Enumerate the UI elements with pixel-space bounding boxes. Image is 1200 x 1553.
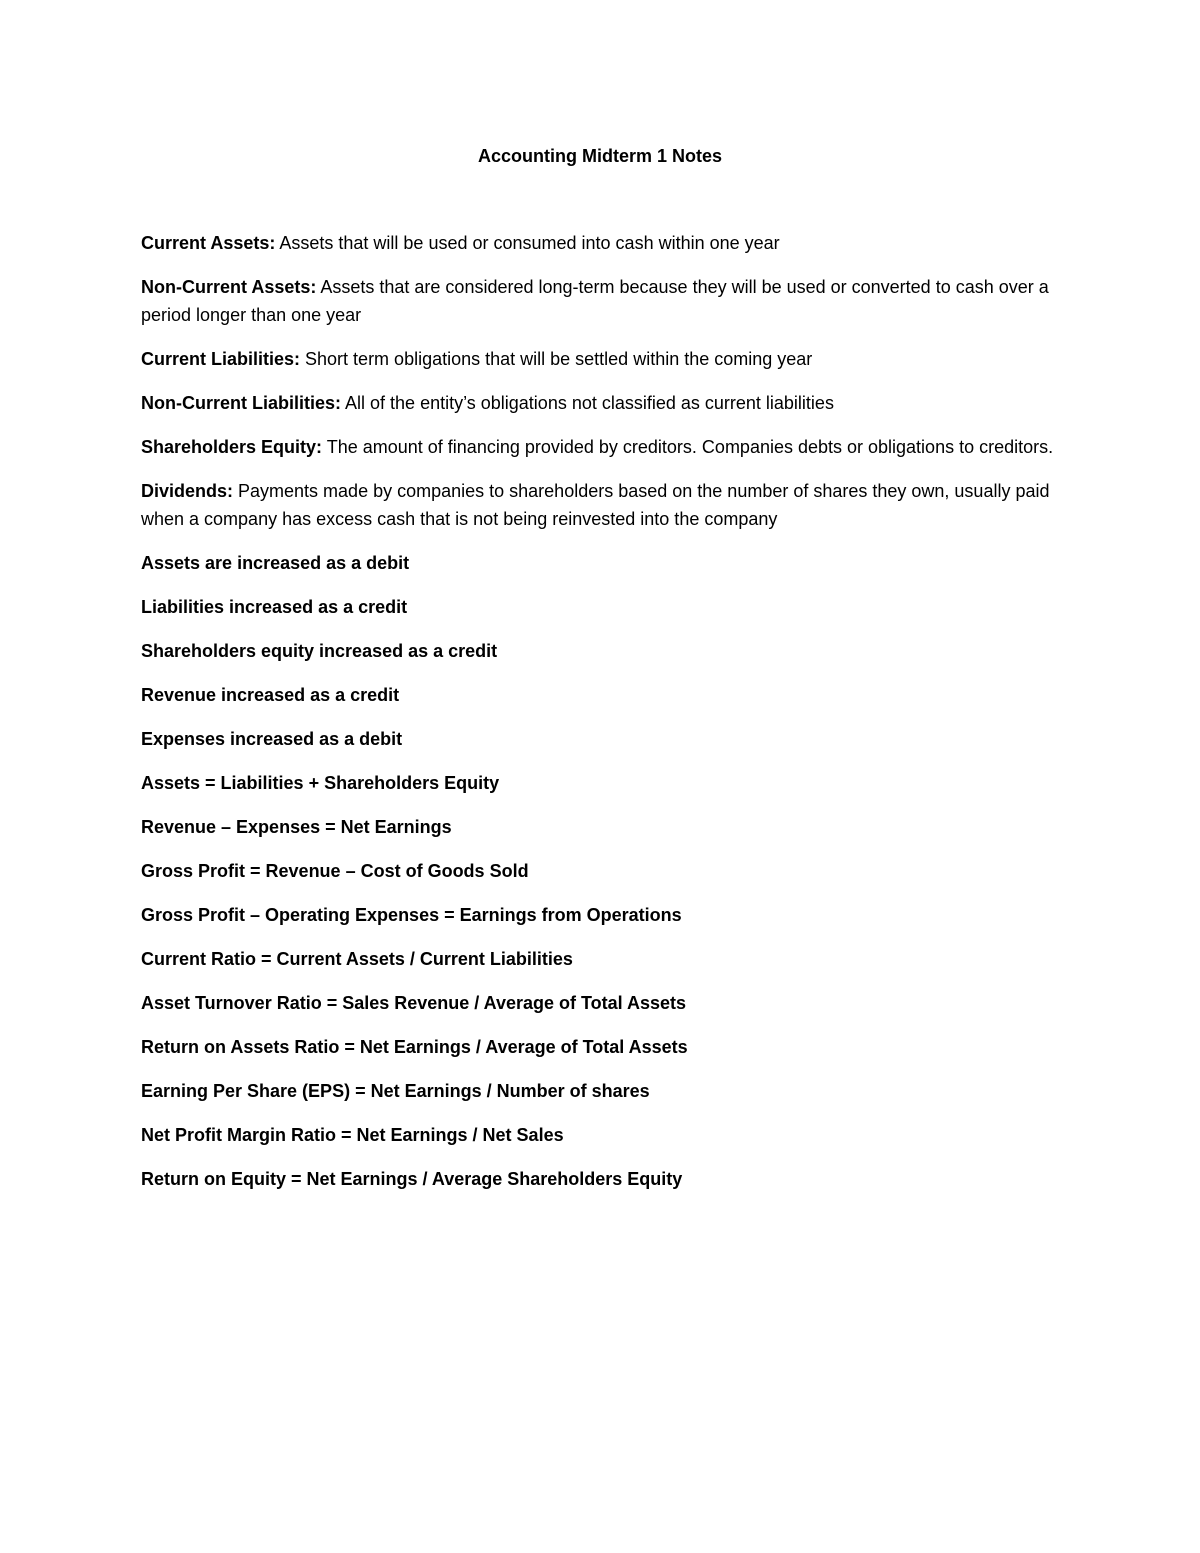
definition-text: Short term obligations that will be settled within the coming year bbox=[300, 349, 813, 369]
definition-text: Payments made by companies to shareholders based on the number of shares they own, usually paid when a company has excess cash that is not being reinvested into the company bbox=[141, 481, 1050, 529]
definition-paragraph bbox=[141, 433, 1061, 461]
definition-term: Current Assets: bbox=[141, 233, 276, 253]
definition-term: Non-Current Assets: bbox=[141, 277, 317, 297]
definition-term: Current Liabilities: bbox=[141, 349, 301, 369]
notes-body bbox=[141, 229, 1061, 1209]
formula-line: Current Ratio = Current Assets / Current Liabilities bbox=[141, 949, 573, 969]
formula-line: Asset Turnover Ratio = Sales Revenue / Average of Total Assets bbox=[141, 993, 687, 1013]
rule-line: Revenue increased as a credit bbox=[141, 685, 400, 705]
page-title: Accounting Midterm 1 Notes bbox=[477, 146, 723, 166]
rule-line: Expenses increased as a debit bbox=[141, 729, 403, 749]
definition-paragraph bbox=[141, 477, 1061, 533]
definition-text: The amount of financing provided by creditors. Companies debts or obligations to creditors. bbox=[322, 437, 1054, 457]
formula-line: Return on Equity = Net Earnings / Average Shareholders Equity bbox=[141, 1169, 683, 1189]
formula-line: Gross Profit – Operating Expenses = Earnings from Operations bbox=[141, 905, 682, 925]
definition-paragraph bbox=[141, 273, 1061, 329]
formula-line: Net Profit Margin Ratio = Net Earnings / Net Sales bbox=[141, 1125, 564, 1145]
formula-line: Gross Profit = Revenue – Cost of Goods Sold bbox=[141, 861, 529, 881]
formula-line: Revenue – Expenses = Net Earnings bbox=[141, 817, 452, 837]
formula-line: Earning Per Share (EPS) = Net Earnings / Number of shares bbox=[141, 1081, 650, 1101]
definition-text: All of the entity’s obligations not classified as current liabilities bbox=[341, 393, 834, 413]
rule-line: Shareholders equity increased as a credit bbox=[141, 641, 498, 661]
rule-line: Assets are increased as a debit bbox=[141, 553, 410, 573]
definition-paragraph bbox=[141, 389, 1061, 417]
rule-line: Liabilities increased as a credit bbox=[141, 597, 408, 617]
definition-text: Assets that are considered long-term because they will be used or converted to cash over a period longer than one year bbox=[141, 277, 1049, 325]
formula-line: Return on Assets Ratio = Net Earnings / Average of Total Assets bbox=[141, 1037, 688, 1057]
definition-term: Non-Current Liabilities: bbox=[141, 393, 342, 413]
definition-term: Shareholders Equity: bbox=[141, 437, 323, 457]
definition-paragraph bbox=[141, 229, 1061, 257]
definition-term: Dividends: bbox=[141, 481, 234, 501]
definition-paragraph bbox=[141, 345, 1061, 373]
formula-line: Assets = Liabilities + Shareholders Equity bbox=[141, 773, 500, 793]
definition-text: Assets that will be used or consumed into cash within one year bbox=[275, 233, 780, 253]
